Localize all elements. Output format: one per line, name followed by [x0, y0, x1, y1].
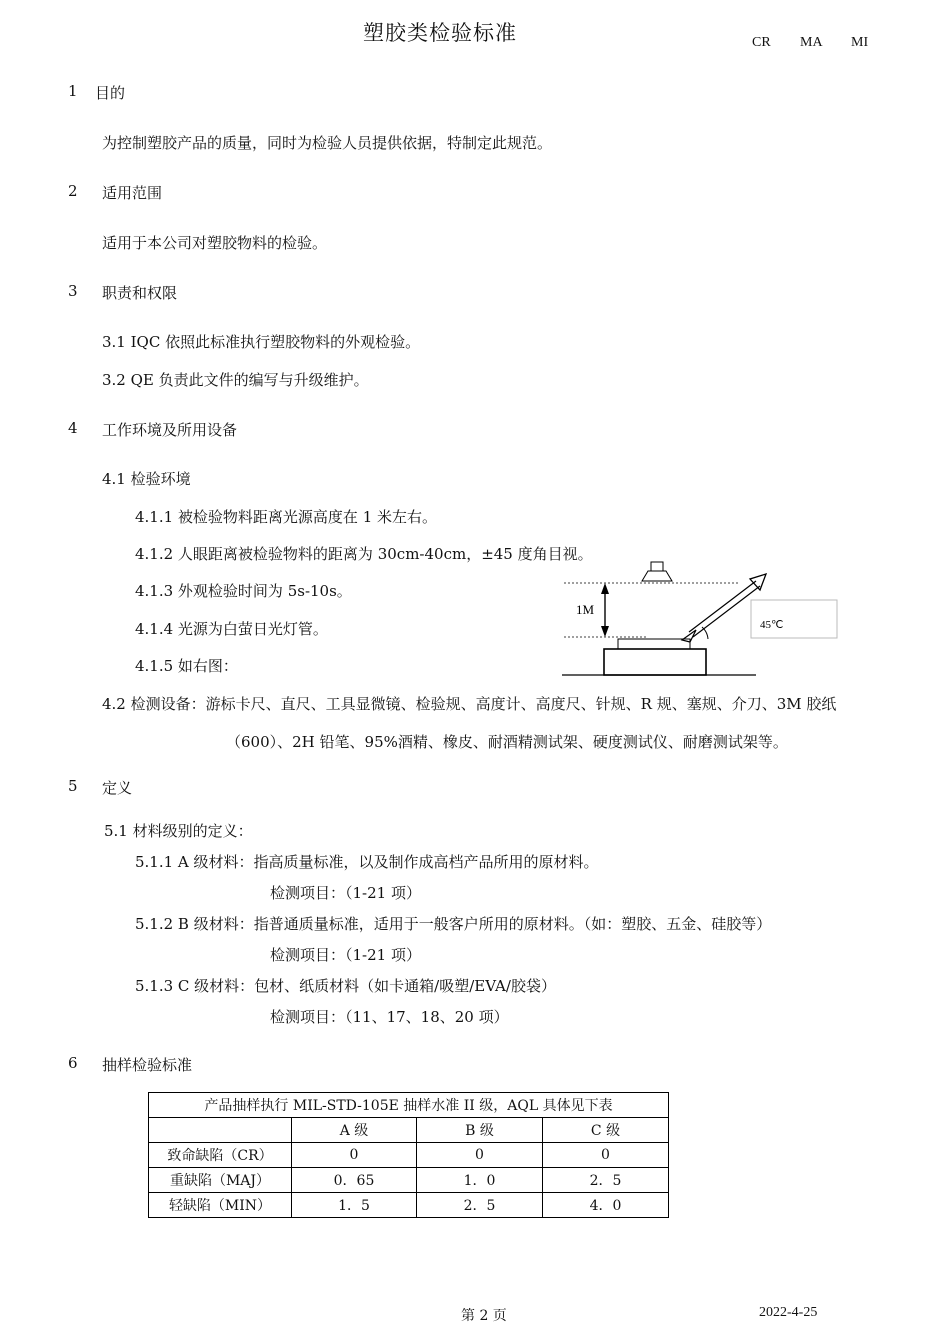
env-item-1: 4.1.1 被检验物料距离光源高度在 1 米左右。 — [135, 508, 438, 526]
height-label: 1M — [576, 602, 595, 617]
table-cell: 4．0 — [543, 1193, 669, 1218]
grade-c-items: 检测项目：（11、17、18、20 项） — [270, 1008, 509, 1026]
table-cell: 重缺陷（MAJ） — [149, 1168, 292, 1193]
light-source-icon — [642, 562, 672, 581]
section-3-title: 职责和权限 — [102, 284, 178, 302]
equipment-line-1: 4.2 检测设备：游标卡尺、直尺、工具显微镜、检验规、高度计、高度尺、针规、R 规、塞规、介刀、3M 胶纸 — [102, 695, 837, 713]
document-date: 2022-4-25 — [759, 1305, 818, 1320]
table-cell: 轻缺陷（MIN） — [149, 1193, 292, 1218]
section-1-title: 目的 — [95, 84, 126, 102]
section-1-number: 1 — [68, 82, 78, 100]
table-cell: 0 — [417, 1143, 543, 1168]
section-5-number: 5 — [68, 777, 78, 795]
table-header-cell: A 级 — [292, 1118, 417, 1143]
section-1-body: 为控制塑胶产品的质量，同时为检验人员提供依据，特制定此规范。 — [102, 134, 553, 152]
section-3-number: 3 — [68, 282, 78, 300]
aql-table — [148, 1092, 669, 1218]
table-caption: 产品抽样执行 MIL-STD-105E 抽样水准 II 级，AQL 具体见下表 — [149, 1093, 669, 1118]
table-cell: 1．0 — [417, 1168, 543, 1193]
table-caption-row — [149, 1093, 669, 1118]
section-5-sub-title: 5.1 材料级别的定义： — [104, 822, 253, 840]
grade-b-items: 检测项目：（1-21 项） — [270, 946, 421, 964]
page-number: 第 2 页 — [461, 1308, 507, 1324]
table-header-cell: C 级 — [543, 1118, 669, 1143]
table-header-row — [149, 1118, 669, 1143]
section-4-title: 工作环境及所用设备 — [102, 421, 238, 439]
env-item-5: 4.1.5 如右图： — [135, 657, 238, 675]
grade-a-items: 检测项目：（1-21 项） — [270, 884, 421, 902]
table-row — [149, 1193, 669, 1218]
level-cr: CR — [752, 35, 771, 50]
env-item-3: 4.1.3 外观检验时间为 5s-10s。 — [135, 582, 352, 600]
table-cell: 0．65 — [292, 1168, 417, 1193]
page-title: 塑胶类检验标准 — [363, 21, 517, 45]
section-2-number: 2 — [68, 182, 78, 200]
env-item-4: 4.1.4 光源为白萤日光灯管。 — [135, 620, 328, 638]
grade-b-definition: 5.1.2 B 级材料：指普通质量标准，适用于一般客户所用的原材料。（如：塑胶、五金、硅胶等） — [135, 915, 772, 933]
table-cell: 致命缺陷（CR） — [149, 1143, 292, 1168]
section-2-title: 适用范围 — [102, 184, 163, 202]
table-row — [149, 1143, 669, 1168]
inspection-table — [604, 649, 706, 675]
section-6-title: 抽样检验标准 — [102, 1056, 193, 1074]
equipment-line-2: （600）、2H 铅笔、95%酒精、橡皮、耐酒精测试架、硬度测试仪、耐磨测试架等。 — [226, 733, 788, 751]
level-ma: MA — [800, 35, 823, 50]
section-4-env-title: 4.1 检验环境 — [102, 470, 191, 488]
grade-c-definition: 5.1.3 C 级材料：包材、纸质材料（如卡通箱/吸塑/EVA/胶袋） — [135, 977, 556, 995]
inspection-setup-diagram — [556, 556, 846, 680]
table-cell: 2．5 — [417, 1193, 543, 1218]
table-cell: 2．5 — [543, 1168, 669, 1193]
table-cell: 0 — [543, 1143, 669, 1168]
inspected-product — [618, 639, 690, 649]
section-5-title: 定义 — [102, 779, 133, 797]
table-row — [149, 1168, 669, 1193]
angle-label: 45℃ — [760, 619, 784, 631]
section-2-body: 适用于本公司对塑胶物料的检验。 — [102, 234, 328, 252]
section-3-item-1: 3.1 IQC 依照此标准执行塑胶物料的外观检验。 — [102, 333, 421, 351]
table-cell: 1．5 — [292, 1193, 417, 1218]
section-6-number: 6 — [68, 1054, 78, 1072]
grade-a-definition: 5.1.1 A 级材料：指高质量标准，以及制作成高档产品所用的原材料。 — [135, 853, 599, 871]
section-4-number: 4 — [68, 419, 78, 437]
table-cell: 0 — [292, 1143, 417, 1168]
table-header-cell — [149, 1118, 292, 1143]
level-mi: MI — [851, 35, 869, 50]
env-item-2: 4.1.2 人眼距离被检验物料的距离为 30cm-40cm，±45 度角目视。 — [135, 545, 593, 563]
table-header-cell: B 级 — [417, 1118, 543, 1143]
section-3-item-2: 3.2 QE 负责此文件的编写与升级维护。 — [102, 371, 369, 389]
height-arrow — [601, 583, 609, 637]
